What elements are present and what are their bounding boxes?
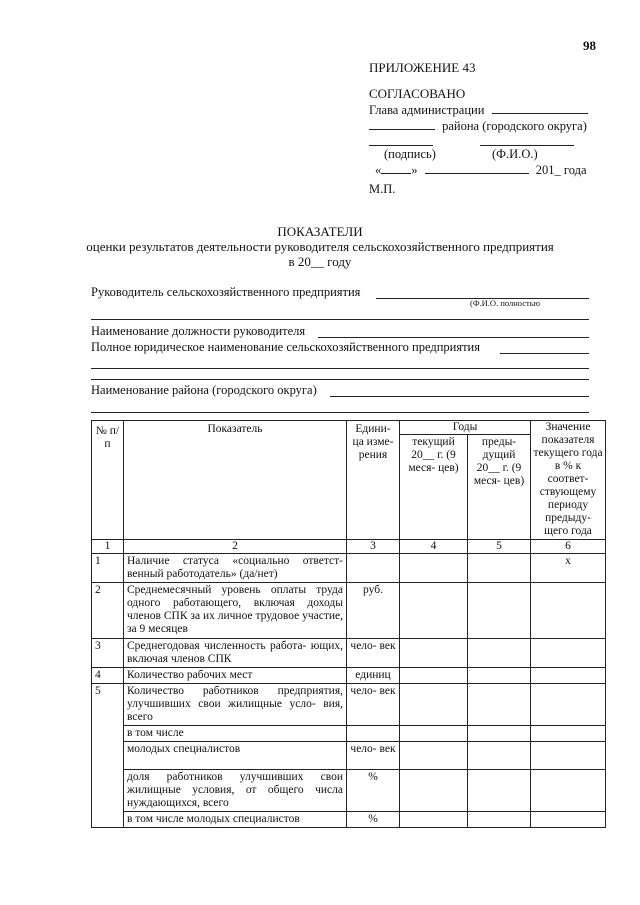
colnum: 2: [124, 540, 347, 554]
header-years: Годы: [400, 421, 531, 435]
header-num: № п/п: [92, 421, 124, 540]
month-blank[interactable]: [425, 173, 529, 174]
table-row: [92, 770, 606, 812]
row-indicator: Наличие статуса «социально ответст- венный работодатель» (да/нет): [124, 554, 347, 583]
table-row: [92, 684, 606, 726]
row-value[interactable]: [531, 742, 606, 770]
row-unit: чело- век: [347, 684, 400, 726]
row-indicator: молодых специалистов: [124, 742, 347, 770]
year-suffix: 201_ года: [535, 163, 587, 177]
indicators-table: [91, 420, 606, 828]
row-value[interactable]: [531, 583, 606, 639]
row-previous[interactable]: [468, 583, 531, 639]
row-num: 4: [92, 668, 124, 684]
row-num: 1: [92, 554, 124, 583]
colnum: 6: [531, 540, 606, 554]
district-label: района (городского округа): [442, 119, 587, 133]
table-row: [92, 639, 606, 668]
fio-line[interactable]: [480, 145, 574, 146]
legal-name-field-line-2[interactable]: [91, 368, 589, 369]
row-value[interactable]: [531, 668, 606, 684]
fio-caption: (Ф.И.О.): [492, 147, 538, 161]
table-row: [92, 668, 606, 684]
position-field-label: Наименование должности руководителя: [91, 324, 306, 338]
row-previous[interactable]: [468, 554, 531, 583]
row-indicator: в том числе молодых специалистов: [124, 812, 347, 828]
colnum: 3: [347, 540, 400, 554]
row-value[interactable]: [531, 812, 606, 828]
row-current[interactable]: [400, 742, 468, 770]
row-indicator: доля работников улучшивших свои жилищные условия, от общего числа нуждающихся, всего: [124, 770, 347, 812]
table-header-row: [92, 421, 606, 435]
district-blank[interactable]: [369, 129, 435, 130]
row-current[interactable]: [400, 668, 468, 684]
position-field-line[interactable]: [318, 337, 589, 338]
approved-label: СОГЛАСОВАНО: [369, 86, 466, 101]
header-indicator: Показатель: [124, 421, 347, 540]
row-unit: %: [347, 812, 400, 828]
legal-name-field-line[interactable]: [500, 353, 589, 354]
row-unit: руб.: [347, 583, 400, 639]
row-num: 2: [92, 583, 124, 639]
head-field-line-2[interactable]: [91, 319, 589, 320]
signature-line[interactable]: [369, 145, 433, 146]
head-field-note: (Ф.И.О. полностью: [470, 298, 540, 308]
row-previous[interactable]: [468, 668, 531, 684]
row-current[interactable]: [400, 726, 468, 742]
day-blank[interactable]: [381, 173, 411, 174]
row-value[interactable]: [531, 639, 606, 668]
row-previous[interactable]: [468, 726, 531, 742]
table-row: [92, 742, 606, 770]
row-value[interactable]: [531, 770, 606, 812]
row-previous[interactable]: [468, 742, 531, 770]
district-name-field-label: Наименование района (городского округа): [91, 383, 317, 397]
appendix-label: ПРИЛОЖЕНИЕ 43: [369, 60, 476, 75]
row-indicator: Среднемесячный уровень оплаты труда одного работающего, включая доходы членов СПК за их личное трудовое участие, за 9 месяцев: [124, 583, 347, 639]
row-unit: [347, 554, 400, 583]
quote-open: «: [375, 163, 382, 177]
head-field-label: Руководитель сельскохозяйственного предприятия: [91, 285, 361, 299]
stamp-label: М.П.: [369, 182, 396, 196]
head-of-admin-blank[interactable]: [492, 113, 588, 114]
row-current[interactable]: [400, 583, 468, 639]
row-indicator: Количество рабочих мест: [124, 668, 347, 684]
row-value[interactable]: [531, 684, 606, 726]
row-indicator: Среднегодовая численность работа- ющих, включая членов СПК: [124, 639, 347, 668]
table-row: [92, 812, 606, 828]
row-current[interactable]: [400, 684, 468, 726]
row-unit: единиц: [347, 668, 400, 684]
row-unit: %: [347, 770, 400, 812]
row-unit: чело- век: [347, 639, 400, 668]
district-name-field-line-2[interactable]: [91, 412, 589, 413]
row-indicator: в том числе: [124, 726, 347, 742]
document-subtitle: оценки результатов деятельности руководителя сельскохозяйственного предприятия: [86, 239, 554, 254]
row-indicator: Количество работников предприятия, улучшивших свои жилищные усло- вия, всего: [124, 684, 347, 726]
row-previous[interactable]: [468, 639, 531, 668]
row-previous[interactable]: [468, 770, 531, 812]
head-of-admin-label: Глава администрации: [369, 103, 485, 117]
table-row: [92, 583, 606, 639]
document-year: в 20__ году: [288, 254, 352, 269]
header-value: Значение показателя текущего года в % к соответ- ствующему периоду предыду- щего года: [531, 421, 606, 540]
row-current[interactable]: [400, 639, 468, 668]
row-value: х: [531, 554, 606, 583]
row-previous[interactable]: [468, 684, 531, 726]
colnum: 5: [468, 540, 531, 554]
row-num: 5: [92, 684, 124, 828]
page-number: 98: [583, 38, 596, 53]
quote-close: »: [411, 163, 418, 177]
legal-name-field-line-3[interactable]: [91, 379, 589, 380]
header-current: текущий 20__ г. (9 меся- цев): [400, 435, 468, 540]
table-row: [92, 726, 606, 742]
table-row: [92, 554, 606, 583]
header-unit: Едини- ца изме- рения: [347, 421, 400, 540]
row-unit: чело- век: [347, 742, 400, 770]
colnum: 4: [400, 540, 468, 554]
row-unit: [347, 726, 400, 742]
header-previous: преды- дущий 20__ г. (9 меся- цев): [468, 435, 531, 540]
row-current[interactable]: [400, 812, 468, 828]
colnum: 1: [92, 540, 124, 554]
row-previous[interactable]: [468, 812, 531, 828]
row-current[interactable]: [400, 554, 468, 583]
district-row: [369, 119, 587, 134]
district-name-field-line[interactable]: [330, 396, 589, 397]
date-row: [375, 163, 587, 178]
row-current[interactable]: [400, 770, 468, 812]
row-num: 3: [92, 639, 124, 668]
head-of-admin-row: [369, 103, 588, 118]
legal-name-field-label: Полное юридическое наименование сельскохозяйственного предприятия: [91, 340, 480, 354]
row-value[interactable]: [531, 726, 606, 742]
column-numbers-row: [92, 540, 606, 554]
signature-caption: (подпись): [384, 147, 436, 161]
document-title: ПОКАЗАТЕЛИ: [277, 224, 363, 239]
